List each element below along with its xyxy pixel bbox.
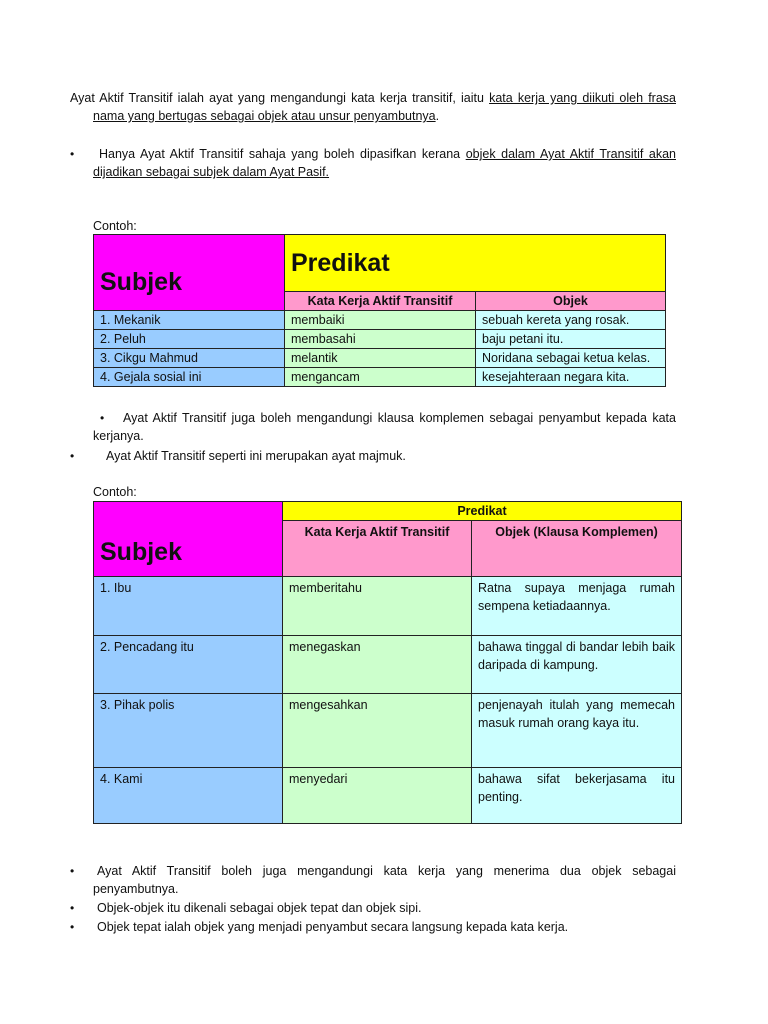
intro-paragraph: Ayat Aktif Transitif ialah ayat yang mengandungi kata kerja transitif, iaitu kata kerja yang diikuti oleh frasa nama yang bertugas sebagai objek atau unsur penyambutnya.	[70, 91, 677, 123]
table2-cell-subjek: 4. Kami	[94, 768, 283, 824]
intro-underlined: kata kerja yang diikuti oleh frasa nama yang bertugas sebagai objek atau unsur penyambutnya	[93, 91, 677, 123]
table-row	[94, 368, 666, 387]
table1-cell-kk: membasahi	[285, 330, 476, 349]
table1-cell-kk: mengancam	[285, 368, 476, 387]
contoh-label-1: Contoh:	[93, 219, 137, 233]
table2-cell-objek: bahawa tinggal di bandar lebih baik daripada di kampung.	[472, 636, 682, 694]
table1-col-objek: Objek	[476, 292, 666, 311]
bullet-icon: •	[70, 901, 75, 915]
table1-subjek-header: Subjek	[94, 235, 285, 311]
bullet-icon: •	[70, 147, 75, 161]
table1-cell-subjek: 4. Gejala sosial ini	[94, 368, 285, 387]
table1-cell-subjek: 3. Cikgu Mahmud	[94, 349, 285, 368]
table-row	[94, 311, 666, 330]
example-table-2	[93, 501, 682, 824]
table-row	[94, 577, 682, 636]
table-row	[94, 768, 682, 824]
table1-cell-kk: membaiki	[285, 311, 476, 330]
table1-cell-objek: kesejahteraan negara kita.	[476, 368, 666, 387]
table2-cell-kk: menegaskan	[283, 636, 472, 694]
bullet3-paragraph: Ayat Aktif Transitif seperti ini merupakan ayat majmuk.	[106, 449, 406, 463]
table2-cell-kk: menyedari	[283, 768, 472, 824]
bullet1-underlined: objek dalam Ayat Aktif Transitif akan dijadikan sebagai subjek dalam Ayat Pasif.	[93, 147, 676, 179]
table2-cell-kk: memberitahu	[283, 577, 472, 636]
table2-cell-subjek: 1. Ibu	[94, 577, 283, 636]
table1-cell-objek: sebuah kereta yang rosak.	[476, 311, 666, 330]
bullet1-paragraph: Hanya Ayat Aktif Transitif sahaja yang boleh dipasifkan kerana objek dalam Ayat Aktif Transitif akan dijadikan sebagai subjek dalam Ayat Pasif.	[93, 147, 676, 179]
table-row	[94, 694, 682, 768]
bullet-icon: •	[70, 449, 75, 463]
bullet-icon: •	[100, 411, 105, 425]
bullet2-paragraph: Ayat Aktif Transitif juga boleh mengandungi klausa komplemen sebagai penyambut kepada kata kerjanya.	[93, 411, 676, 443]
example-table-1	[93, 234, 666, 387]
table1-cell-objek: baju petani itu.	[476, 330, 666, 349]
bullet-icon: •	[70, 864, 75, 878]
table2-subjek-header: Subjek	[94, 502, 283, 577]
table2-cell-kk: mengesahkan	[283, 694, 472, 768]
table2-predikat-header: Predikat	[283, 502, 682, 521]
table2-cell-objek: penjenayah itulah yang memecah masuk rumah orang kaya itu.	[472, 694, 682, 768]
bottom-bullet-2: Objek-objek itu dikenali sebagai objek tepat dan objek sipi.	[97, 901, 422, 915]
table1-cell-subjek: 1. Mekanik	[94, 311, 285, 330]
bottom-bullet-3: Objek tepat ialah objek yang menjadi penyambut secara langsung kepada kata kerja.	[97, 920, 569, 934]
table1-cell-subjek: 2. Peluh	[94, 330, 285, 349]
bullet-icon: •	[70, 920, 75, 934]
table2-col-kk: Kata Kerja Aktif Transitif	[283, 521, 472, 577]
table2-cell-subjek: 3. Pihak polis	[94, 694, 283, 768]
table-row	[94, 636, 682, 694]
table1-cell-objek: Noridana sebagai ketua kelas.	[476, 349, 666, 368]
bottom-bullet-1: Ayat Aktif Transitif boleh juga mengandungi kata kerja yang menerima dua objek sebagai penyambutnya.	[93, 864, 676, 896]
contoh-label-2: Contoh:	[93, 485, 137, 499]
table1-col-kk: Kata Kerja Aktif Transitif	[285, 292, 476, 311]
table2-col-objek: Objek (Klausa Komplemen)	[472, 521, 682, 577]
table2-cell-subjek: 2. Pencadang itu	[94, 636, 283, 694]
table-row	[94, 330, 666, 349]
table2-cell-objek: bahawa sifat bekerjasama itu penting.	[472, 768, 682, 824]
table1-cell-kk: melantik	[285, 349, 476, 368]
table-row	[94, 349, 666, 368]
table1-predikat-header: Predikat	[285, 235, 666, 292]
table2-cell-objek: Ratna supaya menjaga rumah sempena ketiadaannya.	[472, 577, 682, 636]
